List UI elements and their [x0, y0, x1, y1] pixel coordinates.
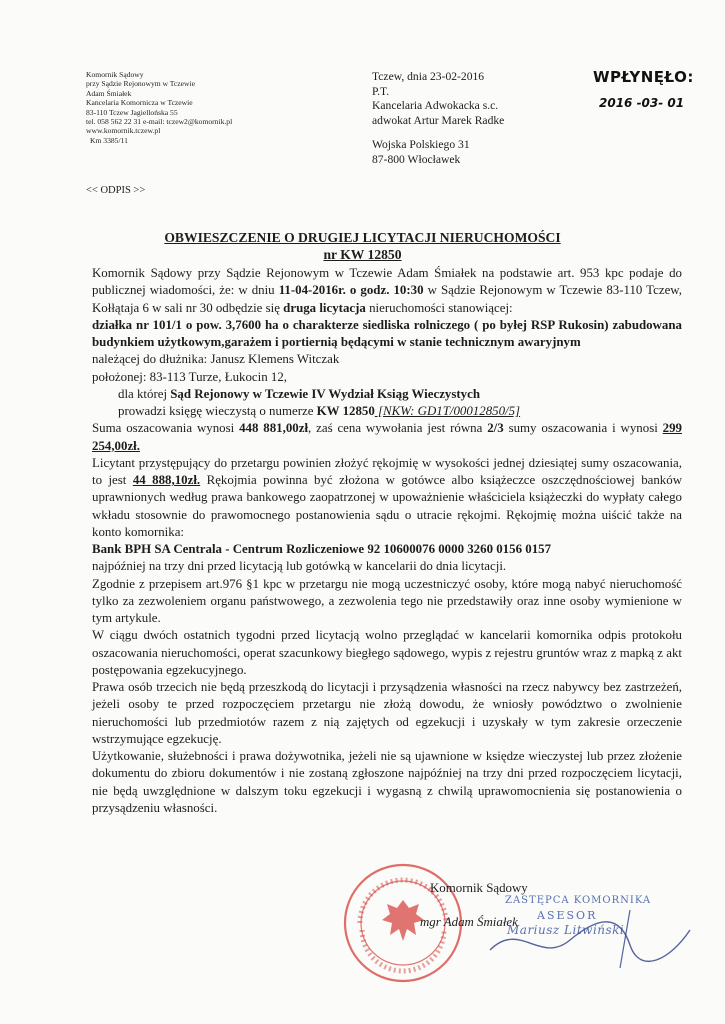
document-title — [0, 230, 725, 263]
inspection-paragraph: W ciągu dwóch ostatnich tygodni przed licytacją wolno przeglądać w kancelarii komornika odpis protokołu oszacowania nieruchomości, operat szacunkowy biegłego sądowego, wypis z rejestru gruntów wraz z mapką z akt postępowania egzekucyjnego. — [92, 628, 682, 677]
case-number: Km 3385/11 — [90, 135, 128, 145]
sender-line: www.komornik.tczew.pl — [86, 126, 161, 136]
recipient-pt: P.T. — [372, 84, 390, 98]
law-paragraph: Zgodnie z przepisem art.976 §1 kpc w przetargu nie mogą uczestniczyć osoby, które mogą nabyć nieruchomość tylko za zezwoleniem organu państwowego, a zezwolenia tego nie przedstawiły oraz inne osoby wymienione w tym artykule. — [92, 576, 682, 625]
sender-line: Adam Śmiałek — [86, 88, 132, 98]
sender-line: Kancelaria Komornicza w Tczewie — [86, 98, 193, 108]
owner-line: należącej do dłużnika: Janusz Klemens Witczak — [92, 352, 340, 367]
title-line-2: nr KW 12850 — [323, 246, 402, 262]
bank-account: Bank BPH SA Centrala - Centrum Rozliczeniowe 92 10600076 0000 3260 0156 0157 — [92, 542, 552, 556]
received-stamp — [593, 68, 694, 110]
deputy-stamp-name: Mariusz Litwiński — [507, 923, 625, 937]
deadline-line: najpóźniej na trzy dni przed licytacją lub gotówką w kancelarii do dnia licytacji. — [92, 559, 507, 574]
received-stamp-heading: WPŁYNĘŁO: — [593, 68, 694, 86]
signature-name: mgr Adam Śmiałek — [420, 915, 518, 929]
sender-line: tel. 058 562 22 31 e-mail: tczew2@komornik.pl — [86, 117, 233, 127]
recipient-name: adwokat Artur Marek Radke — [372, 113, 505, 127]
sender-line: przy Sądzie Rejonowym w Tczewie — [86, 79, 195, 89]
notice-body — [92, 265, 682, 817]
intro-paragraph: Komornik Sądowy przy Sądzie Rejonowym w Tczewie Adam Śmiałek na podstawie art. 953 kpc podaje do publicznej wiadomości, że: w dniu 11-04-2016r. o godz. 10:30 w Sądzie Rejonowym w Tczewie 83-110 Tczew, Kołłątaja 6 w sali nr 30 odbędzie się druga licytacja nieruchomości stanowiącej: — [92, 266, 683, 315]
copy-mark: << ODPIS >> — [86, 185, 146, 196]
parcel-description: działka nr 101/1 o pow. 3,7600 ha o charakterze siedliska rolniczego ( po byłej RSP Rukosin) zabudowana budynkiem użytkowym,garażem i portiernią będącymi w stanie technicznym awaryjnym — [92, 317, 682, 349]
recipient-block — [372, 70, 504, 168]
recipient-office: Kancelaria Adwokacka s.c. — [372, 99, 499, 113]
deputy-stamp-role: ASESOR — [537, 909, 598, 922]
deposit-paragraph: Licytant przystępujący do przetargu powinien złożyć rękojmię w wysokości jednej dziesiątej sumy oszacowania, to jest 44 888,10zł. Rękojmia powinna być złożona w gotówce albo książeczce oszczędnościowej banków uprawnionych według prawa bankowego zaopatrzonej w upoważnienie właściciela książeczki do wypłaty całego wkładu stosownie do prawomocnego postanowienia sądu o utracie rękojmi. Rękojmię można uiścić także na konto komornika: — [92, 455, 683, 539]
usufruct-paragraph: Użytkowanie, służebności i prawa dożywotnika, jeżeli nie są ujawnione w księdze wieczystej lub przez złożenie dokumentu do zbioru dokumentów i nie zostaną zgłoszone najpóźniej na trzy dni przed rozpoczęciem licytacji, nie będą uwzględnione w dalszym toku egzekucji i wygasną z chwilą uprawomocnienia się postanowienia o przysądzeniu własności. — [92, 749, 682, 815]
recipient-city: 87-800 Włocławek — [372, 152, 461, 166]
recipient-street: Wojska Polskiego 31 — [372, 138, 470, 152]
court-line: dla której Sąd Rejonowy w Tczewie IV Wydział Ksiąg Wieczystych — [118, 386, 481, 401]
deputy-stamp-title: ZASTĘPCA KOMORNIKA — [505, 895, 652, 906]
title-line-1: OBWIESZCZENIE O DRUGIEJ LICYTACJI NIERUCHOMOŚCI — [164, 230, 561, 245]
third-party-paragraph: Prawa osób trzecich nie będą przeszkodą do licytacji i przysądzenia własności na rzecz nabywcy bez zastrzeżeń, jeżeli osoby te przed rozpoczęciem przetargu nie złożą dowodu, że wniosły powództwo o zwolnienie nieruchomości lub przedmiotów razem z nią zajętych od egzekucji i uzyskały w tym zakresie orzeczenie wstrzymujące egzekucję. — [92, 680, 682, 746]
signature-role: Komornik Sądowy — [430, 881, 528, 895]
estimate-paragraph: Suma oszacowania wynosi 448 881,00zł, zaś cena wywołania jest równa 2/3 sumy oszacowania i wynosi 299 254,00zł. — [92, 421, 682, 453]
location-line: położonej: 83-113 Turze, Łukocin 12, — [92, 369, 288, 384]
received-stamp-date: 2016 -03- 01 — [599, 96, 685, 110]
sender-line: Komornik Sądowy — [86, 70, 144, 79]
register-line: prowadzi księgę wieczystą o numerze KW 12850 [NKW: GD1T/00012850/5] — [118, 404, 521, 418]
sender-line: 83-110 Tczew Jagiellońska 55 — [86, 107, 178, 117]
date-line: Tczew, dnia 23-02-2016 — [372, 70, 485, 83]
sender-block — [86, 70, 232, 145]
eagle-emblem-icon — [382, 900, 424, 941]
handwritten-signature — [480, 910, 700, 970]
